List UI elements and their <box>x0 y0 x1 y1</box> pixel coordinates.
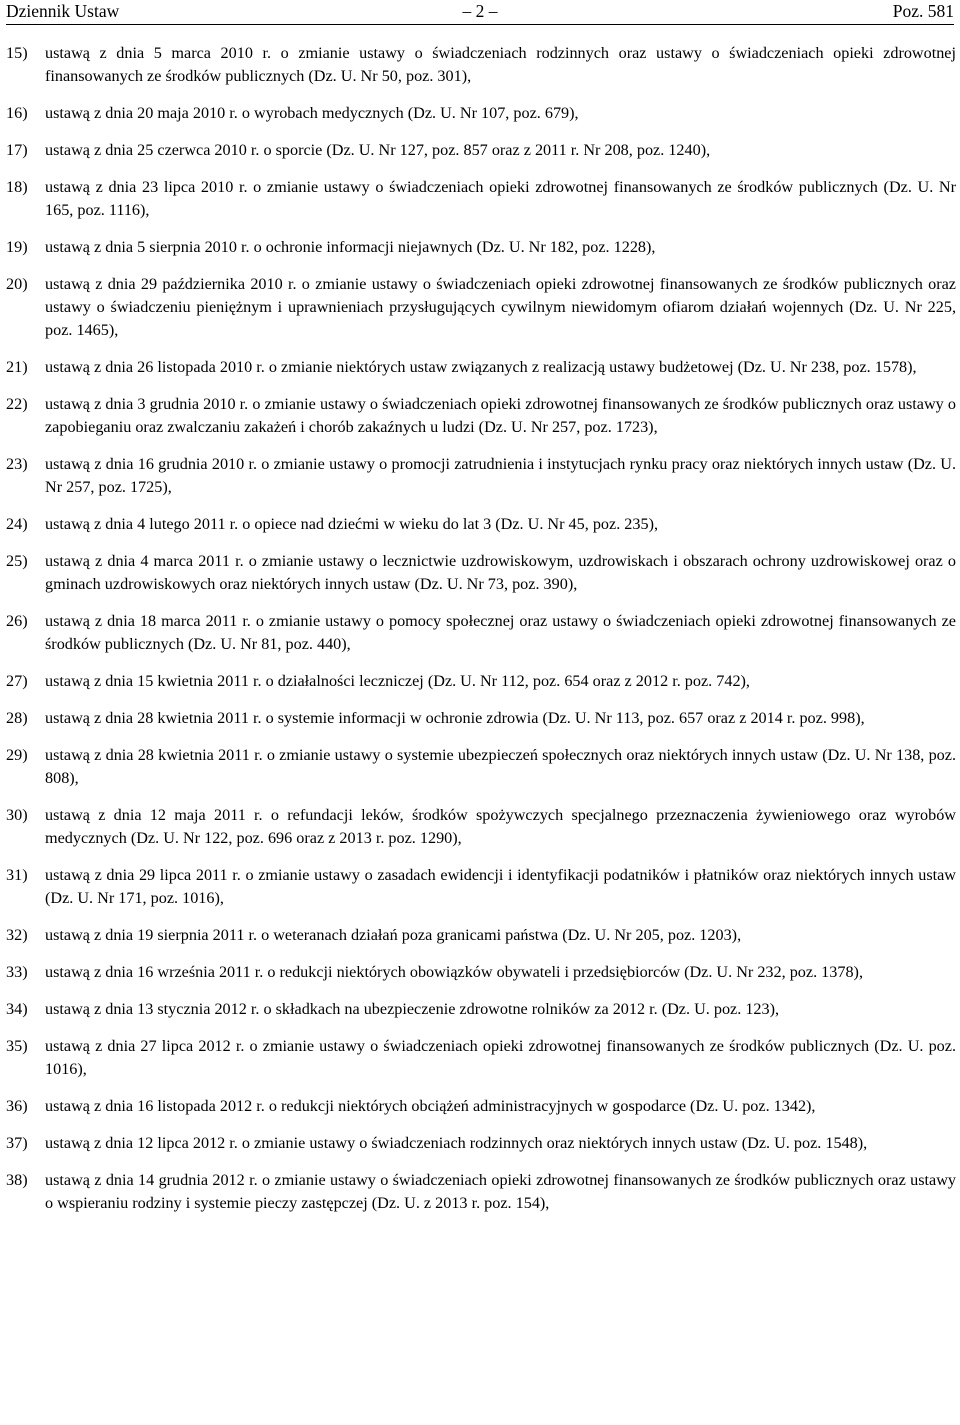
list-item <box>0 273 960 342</box>
page-header <box>6 0 954 25</box>
item-number: 37) <box>6 1134 28 1152</box>
list-item <box>0 453 960 499</box>
position-number: Poz. 581 <box>892 1 954 21</box>
list-item <box>0 139 960 162</box>
item-number: 38) <box>6 1171 28 1189</box>
item-number: 18) <box>6 178 28 196</box>
item-number: 19) <box>6 238 28 256</box>
item-number: 20) <box>6 275 28 293</box>
item-number: 28) <box>6 709 28 727</box>
item-number: 29) <box>6 746 28 764</box>
item-number: 26) <box>6 612 28 630</box>
list-item <box>0 550 960 596</box>
list-item <box>0 1132 960 1155</box>
list-item <box>0 744 960 790</box>
list-item <box>0 610 960 656</box>
list-item <box>0 1169 960 1215</box>
item-text: ustawą z dnia 5 marca 2010 r. o zmianie ustawy o świadczeniach rodzinnych oraz ustawy o świadczeniach opieki zdrowotnej finansowanych ze środków publicznych (Dz. U. Nr 50, poz. 301), <box>45 44 956 85</box>
list-item <box>0 804 960 850</box>
item-number: 23) <box>6 455 28 473</box>
list-item <box>0 102 960 125</box>
item-number: 34) <box>6 1000 28 1018</box>
item-number: 35) <box>6 1037 28 1055</box>
item-text: ustawą z dnia 12 lipca 2012 r. o zmianie ustawy o świadczeniach rodzinnych oraz niektórych innych ustaw (Dz. U. poz. 1548), <box>45 1134 868 1152</box>
item-number: 21) <box>6 358 28 376</box>
item-text: ustawą z dnia 29 lipca 2011 r. o zmianie ustawy o zasadach ewidencji i identyfikacji podatników i płatników oraz niektórych innych ustaw (Dz. U. Nr 171, poz. 1016), <box>45 866 956 907</box>
item-text: ustawą z dnia 12 maja 2011 r. o refundacji leków, środków spożywczych specjalnego przeznaczenia żywieniowego oraz wyrobów medycznych (Dz. U. Nr 122, poz. 696 oraz z 2013 r. poz. 1290), <box>45 806 956 847</box>
item-number: 33) <box>6 963 28 981</box>
item-text: ustawą z dnia 20 maja 2010 r. o wyrobach medycznych (Dz. U. Nr 107, poz. 679), <box>45 104 579 122</box>
list-item <box>0 864 960 910</box>
item-text: ustawą z dnia 16 listopada 2012 r. o redukcji niektórych obciążeń administracyjnych w gospodarce (Dz. U. poz. 1342), <box>45 1097 816 1115</box>
list-item <box>0 513 960 536</box>
item-text: ustawą z dnia 13 stycznia 2012 r. o składkach na ubezpieczenie zdrowotne rolników za 2012 r. (Dz. U. poz. 123), <box>45 1000 780 1018</box>
item-number: 22) <box>6 395 28 413</box>
list-item <box>0 998 960 1021</box>
item-text: ustawą z dnia 16 grudnia 2010 r. o zmianie ustawy o promocji zatrudnienia i instytucjach rynku pracy oraz niektórych innych ustaw (Dz. U. Nr 257, poz. 1725), <box>45 455 956 496</box>
list-item <box>0 670 960 693</box>
item-text: ustawą z dnia 29 października 2010 r. o zmianie ustawy o świadczeniach opieki zdrowotnej finansowanych ze środków publicznych oraz ustawy o świadczeniu pieniężnym i uprawnieniach przysługujących cywilnym niewidomym ofiarom działań wojennych (Dz. U. Nr 225, poz. 1465), <box>45 275 956 339</box>
list-item <box>0 707 960 730</box>
item-text: ustawą z dnia 5 sierpnia 2010 r. o ochronie informacji niejawnych (Dz. U. Nr 182, poz. 1228), <box>45 238 656 256</box>
item-text: ustawą z dnia 23 lipca 2010 r. o zmianie ustawy o świadczeniach opieki zdrowotnej finansowanych ze środków publicznych (Dz. U. Nr 165, poz. 1116), <box>45 178 956 219</box>
item-text: ustawą z dnia 3 grudnia 2010 r. o zmianie ustawy o świadczeniach opieki zdrowotnej finansowanych ze środków publicznych oraz ustawy o zapobieganiu oraz zwalczaniu zakażeń i chorób zakaźnych u ludzi (Dz. U. Nr 257, poz. 1723), <box>45 395 956 436</box>
list-item <box>0 1095 960 1118</box>
list-item <box>0 42 960 88</box>
item-text: ustawą z dnia 28 kwietnia 2011 r. o systemie informacji w ochronie zdrowia (Dz. U. Nr 113, poz. 657 oraz z 2014 r. poz. 998), <box>45 709 865 727</box>
item-text: ustawą z dnia 4 marca 2011 r. o zmianie ustawy o lecznictwie uzdrowiskowym, uzdrowiskach i obszarach ochrony uzdrowiskowej oraz o gminach uzdrowiskowych oraz niektórych innych ustaw (Dz. U. Nr 73, poz. 390), <box>45 552 956 593</box>
item-number: 24) <box>6 515 28 533</box>
item-number: 25) <box>6 552 28 570</box>
item-text: ustawą z dnia 26 listopada 2010 r. o zmianie niektórych ustaw związanych z realizacją ustawy budżetowej (Dz. U. Nr 238, poz. 1578), <box>45 358 917 376</box>
item-number: 32) <box>6 926 28 944</box>
item-text: ustawą z dnia 19 sierpnia 2011 r. o weteranach działań poza granicami państwa (Dz. U. Nr 205, poz. 1203), <box>45 926 742 944</box>
list-item <box>0 1035 960 1081</box>
item-number: 17) <box>6 141 28 159</box>
list-item <box>0 236 960 259</box>
item-text: ustawą z dnia 4 lutego 2011 r. o opiece nad dziećmi w wieku do lat 3 (Dz. U. Nr 45, poz. 235), <box>45 515 659 533</box>
item-text: ustawą z dnia 27 lipca 2012 r. o zmianie ustawy o świadczeniach opieki zdrowotnej finansowanych ze środków publicznych (Dz. U. poz. 1016), <box>45 1037 956 1078</box>
list-item <box>0 961 960 984</box>
item-number: 27) <box>6 672 28 690</box>
item-text: ustawą z dnia 28 kwietnia 2011 r. o zmianie ustawy o systemie ubezpieczeń społecznych oraz niektórych innych ustaw (Dz. U. Nr 138, poz. 808), <box>45 746 956 787</box>
list-item <box>0 924 960 947</box>
amendment-list <box>0 42 960 1229</box>
item-number: 30) <box>6 806 28 824</box>
list-item <box>0 176 960 222</box>
page-number: – 2 – <box>462 1 498 21</box>
item-number: 15) <box>6 44 28 62</box>
item-text: ustawą z dnia 18 marca 2011 r. o zmianie ustawy o pomocy społecznej oraz ustawy o świadczeniach opieki zdrowotnej finansowanych ze środków publicznych (Dz. U. Nr 81, poz. 440), <box>45 612 956 653</box>
list-item <box>0 393 960 439</box>
item-number: 36) <box>6 1097 28 1115</box>
item-number: 16) <box>6 104 28 122</box>
list-item <box>0 356 960 379</box>
item-text: ustawą z dnia 16 września 2011 r. o redukcji niektórych obowiązków obywateli i przedsiębiorców (Dz. U. Nr 232, poz. 1378), <box>45 963 863 981</box>
item-text: ustawą z dnia 14 grudnia 2012 r. o zmianie ustawy o świadczeniach opieki zdrowotnej finansowanych ze środków publicznych oraz ustawy o wspieraniu rodziny i systemie pieczy zastępczej (Dz. U. z 2013 r. poz. 154), <box>45 1171 956 1212</box>
item-text: ustawą z dnia 15 kwietnia 2011 r. o działalności leczniczej (Dz. U. Nr 112, poz. 654 oraz z 2012 r. poz. 742), <box>45 672 750 690</box>
item-number: 31) <box>6 866 28 884</box>
item-text: ustawą z dnia 25 czerwca 2010 r. o sporcie (Dz. U. Nr 127, poz. 857 oraz z 2011 r. Nr 208, poz. 1240), <box>45 141 711 159</box>
journal-title: Dziennik Ustaw <box>6 1 120 21</box>
